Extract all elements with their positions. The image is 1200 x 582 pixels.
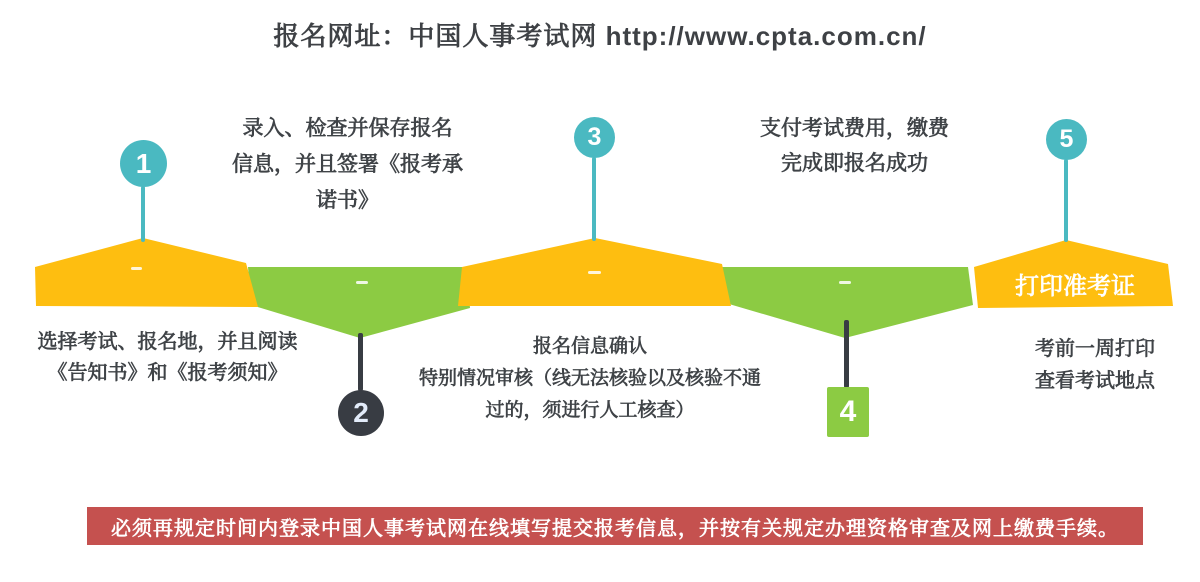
step-5-number: 5: [1059, 125, 1074, 153]
step-2-line-1: 录入、检查并保存报名: [242, 117, 453, 140]
step-2-line-2: 信息，并且签署《报考承: [232, 153, 463, 176]
step-3-number: 3: [587, 123, 602, 151]
step-5-marker: [1046, 119, 1087, 160]
step-5-description: [1000, 333, 1190, 397]
connector-step-4: [844, 320, 849, 388]
step-4-marker: [827, 387, 869, 437]
step-5-line-2: 查看考试地点: [1035, 370, 1155, 392]
step-1-marker: [120, 140, 167, 187]
connector-step-1: [141, 186, 145, 242]
ribbon-tick-4: [839, 281, 851, 284]
ribbon-tick-3: [588, 271, 601, 274]
step-3-marker: [574, 117, 615, 158]
step-2-number: 2: [353, 397, 369, 428]
step-4-line-1: 支付考试费用，缴费: [760, 117, 949, 140]
step-3-line-2: 特别情况审核（线无法核验以及核验不通: [418, 368, 761, 389]
step-3-line-3: 过的，须进行人工核查）: [485, 400, 695, 421]
step-2-marker: [338, 390, 384, 436]
ribbon-print-label: 打印准考证: [1015, 273, 1135, 300]
connector-step-2: [358, 333, 363, 391]
step-1-line-2: 《告知书》和《报考须知》: [47, 362, 288, 384]
step-3-line-1: 报名信息确认: [532, 336, 647, 357]
step-1-line-1: 选择考试、报名地，并且阅读: [37, 331, 298, 353]
step-1-number: 1: [135, 147, 152, 179]
step-3-description: [390, 331, 790, 427]
step-5-line-1: 考前一周打印: [1035, 338, 1155, 360]
step-4-number: 4: [839, 395, 857, 428]
footer-notice-text: 必须再规定时间内登录中国人事考试网在线填写提交报考信息，并按有关规定办理资格审查及网上缴费手续。: [111, 517, 1119, 540]
step-4-line-2: 完成即报名成功: [781, 152, 928, 175]
footer-notice-banner: [87, 507, 1143, 545]
step-4-description: [727, 111, 982, 181]
connector-step-3: [592, 157, 596, 241]
step-2-line-3: 诺书》: [316, 189, 379, 212]
page-title: 报名网址：中国人事考试网 http://www.cpta.com.cn/: [273, 21, 927, 51]
step-1-description: [0, 327, 335, 389]
step-2-description: [210, 111, 485, 219]
connector-step-5: [1064, 159, 1068, 242]
ribbon-segment-1: [35, 238, 258, 307]
ribbon-tick-1: [131, 267, 142, 270]
ribbon-tick-2: [356, 281, 368, 284]
